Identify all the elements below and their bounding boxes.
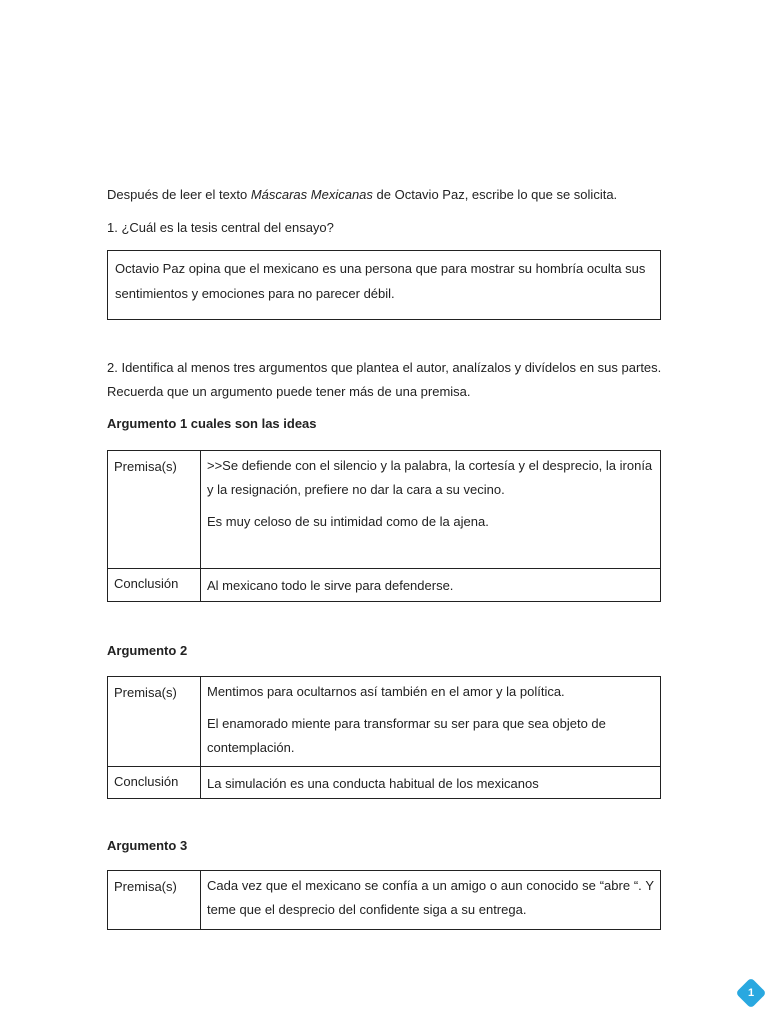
conclusion-text: Al mexicano todo le sirve para defenderse. — [201, 569, 661, 602]
conclusion-text: La simulación es una conducta habitual de los mexicanos — [201, 767, 661, 799]
intro-book-title: Máscaras Mexicanas — [250, 187, 373, 202]
premise-cell — [201, 677, 661, 767]
table-row — [108, 677, 661, 767]
thesis-answer-box: Octavio Paz opina que el mexicano es una persona que para mostrar su hombría oculta sus sentimientos y emociones para no parecer débil. — [107, 250, 661, 320]
intro-paragraph — [107, 183, 667, 207]
premise-text: Cada vez que el mexicano se confía a un amigo o aun conocido se “abre “. Y teme que el desprecio del confidente siga a su entrega. — [207, 878, 654, 917]
premise-text: >>Se defiende con el silencio y la palabra, la cortesía y el desprecio, la ironía y la resignación, prefiere no dar la cara a su vecino. — [207, 458, 653, 497]
page-number-badge — [735, 977, 767, 1009]
question-1: 1. ¿Cuál es la tesis central del ensayo? — [107, 220, 334, 235]
premise-label: Premisa(s) — [108, 451, 201, 569]
premise-text: El enamorado miente para transformar su ser para que sea objeto de contemplación. — [207, 716, 606, 755]
argument-3-table — [107, 870, 661, 930]
table-row — [108, 767, 661, 799]
argument-3-heading: Argumento 3 — [107, 838, 188, 853]
argument-2-heading: Argumento 2 — [107, 643, 188, 658]
conclusion-label: Conclusión — [108, 569, 201, 602]
intro-text-before: Después de leer el texto — [107, 187, 251, 202]
intro-text-after: de Octavio Paz, escribe lo que se solicita. — [372, 187, 618, 202]
table-row — [108, 569, 661, 602]
premise-text: Mentimos para ocultarnos así también en el amor y la política. — [207, 684, 565, 699]
argument-1-heading: Argumento 1 cuales son las ideas — [107, 416, 317, 431]
conclusion-label: Conclusión — [108, 767, 201, 799]
question-2: 2. Identifica al menos tres argumentos que plantea el autor, analízalos y divídelos en sus partes. Recuerda que un argumento puede tener más de una premisa. — [107, 360, 662, 399]
premise-label: Premisa(s) — [108, 677, 201, 767]
argument-1-table — [107, 450, 661, 602]
premise-label: Premisa(s) — [108, 871, 201, 930]
premise-cell — [201, 451, 661, 569]
premise-cell — [201, 871, 661, 930]
table-row — [108, 871, 661, 930]
table-row — [108, 451, 661, 569]
argument-2-table — [107, 676, 661, 799]
page-number: 1 — [747, 987, 755, 999]
premise-text: Es muy celoso de su intimidad como de la ajena. — [207, 514, 489, 529]
